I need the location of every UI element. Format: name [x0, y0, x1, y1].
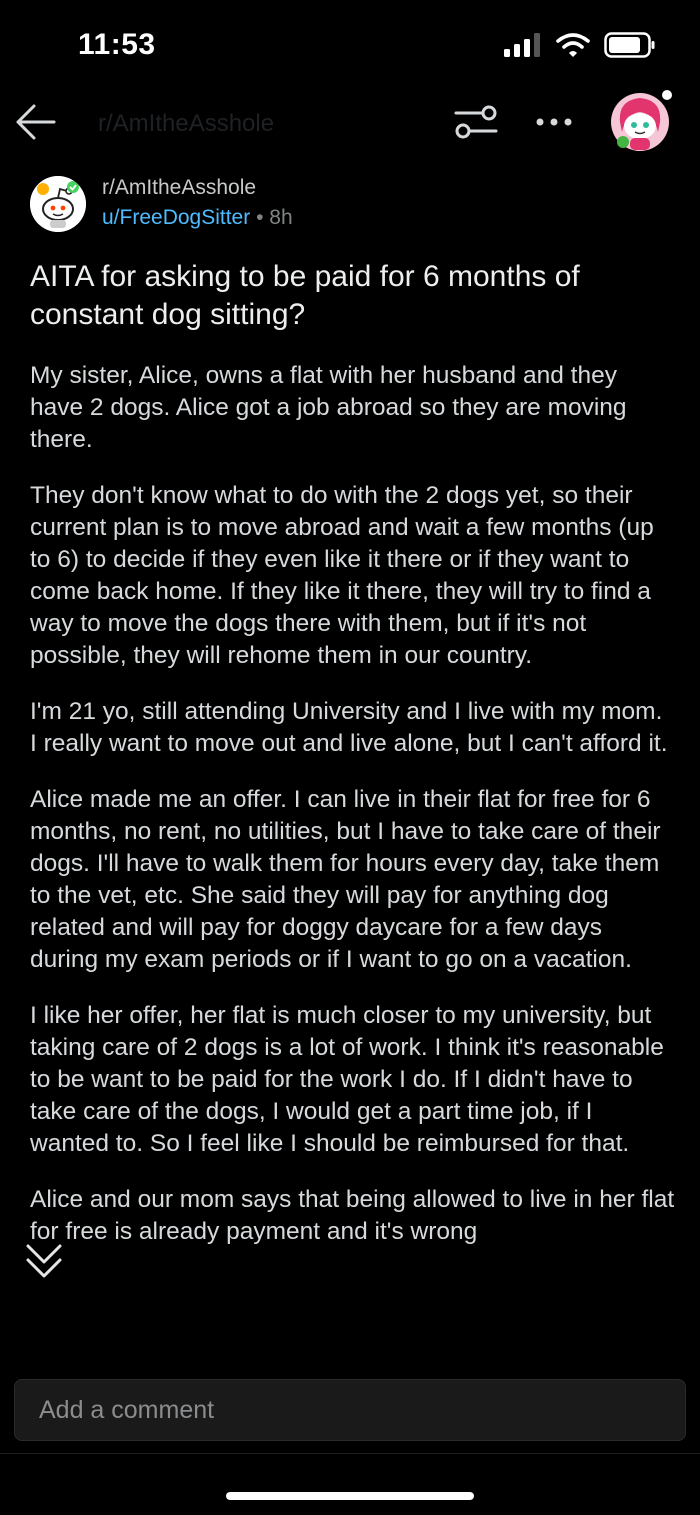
- body-fade: [0, 1330, 700, 1360]
- header-actions: [454, 92, 670, 152]
- cellular-signal-icon: [504, 33, 542, 57]
- body-paragraph: I like her offer, her flat is much closer to my university, but taking care of 2 dogs is a lot of work. I think it's reasonable to be want to be paid for the work I do. If I didn't have to take care of the dogs, I would get a part time job, if I wanted to. So I feel like I should be reimbursed for that.: [30, 1002, 664, 1157]
- sort-filter-icon[interactable]: [454, 102, 498, 142]
- meta-separator: •: [256, 206, 264, 229]
- body-paragraph: My sister, Alice, owns a flat with her husband and they have 2 dogs. Alice got a job abroad so they are moving there.: [30, 362, 627, 453]
- status-time: 11:53: [78, 28, 156, 61]
- body-paragraph: Alice and our mom says that being allowed to live in her flat for free is already payment and it's wrong: [30, 1186, 675, 1245]
- post-age: 8h: [269, 206, 293, 229]
- post-header: [0, 90, 700, 162]
- battery-icon: [604, 32, 656, 58]
- add-comment-placeholder: Add a comment: [39, 1396, 215, 1424]
- body-paragraph: Alice made me an offer. I can live in their flat for free for 6 months, no rent, no utilities, but I have to take care of their dogs. I'll have to walk them for hours every day, take them to the vet, etc. She said they will pay for anything dog related and will pay for doggy daycare for a few days during my exam periods or if I want to go on a vacation.: [30, 786, 661, 973]
- post-body: [30, 360, 675, 1352]
- user-avatar[interactable]: [610, 92, 670, 152]
- more-options-icon[interactable]: [536, 117, 572, 127]
- body-paragraph: They don't know what to do with the 2 dogs yet, so their current plan is to move abroad and wait a few months (up to 6) to decide if they even like it there or if they want to come back home. If they like it there, they will try to find a way to move the dogs there with them, but if it's not possible, they will rehome them in our country.: [30, 482, 654, 669]
- status-icons: [504, 32, 656, 58]
- snoo-subreddit-icon: [30, 176, 86, 232]
- wifi-icon: [556, 32, 590, 58]
- collapse-chevron-icon[interactable]: [24, 1240, 64, 1284]
- header-title: r/AmItheAsshole: [98, 110, 275, 137]
- post-meta: [30, 172, 670, 236]
- status-bar: [0, 0, 700, 90]
- notification-dot: [662, 90, 672, 100]
- subreddit-name[interactable]: r/AmItheAsshole: [102, 176, 257, 199]
- snoo-avatar-icon: [610, 92, 670, 152]
- author-line: [102, 206, 293, 230]
- subreddit-icon[interactable]: [30, 176, 86, 232]
- body-paragraph: I'm 21 yo, still attending University and I live with my mom. I really want to move out and live alone, but I can't afford it.: [30, 698, 668, 757]
- home-indicator[interactable]: [226, 1492, 474, 1500]
- add-comment-bar[interactable]: [14, 1379, 686, 1441]
- back-arrow-icon[interactable]: [14, 100, 58, 144]
- bottom-divider: [0, 1453, 700, 1454]
- post-title: AITA for asking to be paid for 6 months of constant dog sitting?: [30, 260, 580, 331]
- author-username[interactable]: u/FreeDogSitter: [102, 206, 251, 229]
